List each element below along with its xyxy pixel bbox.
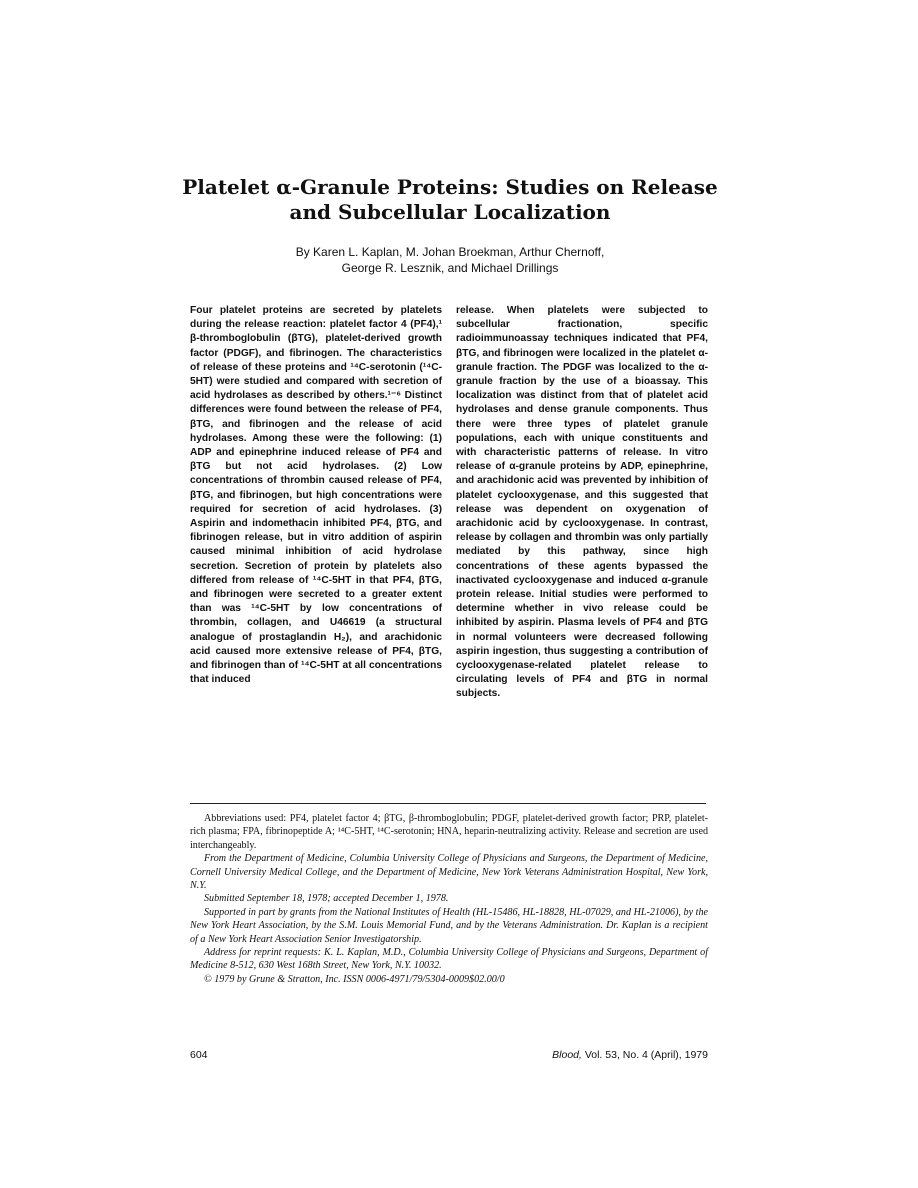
title-line-2: and Subcellular Localization: [289, 200, 611, 224]
journal-citation: [552, 1049, 708, 1061]
authors-line-1: By Karen L. Kaplan, M. Johan Broekman, Arthur Chernoff,: [295, 245, 605, 259]
footnote-reprints: Address for reprint requests: K. L. Kaplan, M.D., Columbia University College of Physicians and Surgeons, Department of Medicine 8-512, 630 West 168th Street, New York, N.Y. 10032.: [190, 947, 708, 972]
title-line-1: Platelet α-Granule Proteins: Studies on Release: [182, 175, 718, 199]
article-title: [150, 175, 750, 225]
footnote-affiliation: From the Department of Medicine, Columbia University College of Physicians and Surgeons, the Department of Medicine, Cornell University Medical College, and the Department of Medicine, New York Veterans Administration Hospital, New York, N.Y.: [190, 853, 708, 892]
journal-name: Blood,: [552, 1049, 582, 1061]
footnote-copyright: © 1979 by Grune & Stratton, Inc. ISSN 0006-4971/79/5304-0009$02.00/0: [204, 973, 505, 985]
footnotes: [190, 812, 708, 986]
footnote-abbreviations: Abbreviations used: PF4, platelet factor 4; βTG, β-thromboglobulin; PDGF, platelet-derived growth factor; PRP, platelet-rich plasma; FPA, fibrinopeptide A; ¹⁴C-5HT, ¹⁴C-serotonin; HNA, heparin-neutralizing activity. Release and secretion are used interchangeably.: [190, 813, 708, 851]
authors-line-2: George R. Lesznik, and Michael Drillings: [341, 261, 559, 275]
page-number: 604: [190, 1049, 208, 1061]
footnote-divider: [190, 803, 706, 804]
footnote-submitted: Submitted September 18, 1978; accepted December 1, 1978.: [204, 893, 449, 905]
abstract-right-column: release. When platelets were subjected to subcellular fractionation, specific radioimmunoassay techniques indicated that PF4, βTG, and fibrinogen were localized in the platelet α-granule fraction. The PDGF was localized to the α-granule fraction by the use of a bioassay. This localization was distinct from that of platelet acid hydrolases and dense granule components. Thus there were three types of platelet granule populations, each with unique constituents and with characteristic patterns of release. In vitro release of α-granule proteins by ADP, epinephrine, and arachidonic acid was prevented by inhibition of platelet cyclooxygenase, and this suggested that release was dependent on oxygenation of arachidonic acid by cyclooxygenase. In contrast, release by collagen and thrombin was only partially mediated by this pathway, since high concentrations of these agents bypassed the inactivated cyclooxygenase and induced α-granule protein release. Initial studies were performed to determine whether in vivo release could be inhibited by aspirin. Plasma levels of PF4 and βTG in normal volunteers were decreased following aspirin ingestion, thus suggesting a contribution of cyclooxygenase-related platelet release to circulating levels of PF4 and βTG in normal subjects.: [456, 305, 708, 700]
abstract-left-column: Four platelet proteins are secreted by platelets during the release reaction: platelet factor 4 (PF4),¹ β-thromboglobulin (βTG), platelet-derived growth factor (PDGF), and fibrinogen. The characteristics of release of these proteins and ¹⁴C-serotonin (¹⁴C-5HT) were studied and compared with secretion of acid hydrolases as described by others.¹⁻⁶ Distinct differences were found between the release of PF4, βTG, and fibrinogen and the release of acid hydrolases. Among these were the following: (1) ADP and epinephrine induced release of PF4 and βTG but not acid hydrolases. (2) Low concentrations of thrombin caused release of PF4, βTG, and fibrinogen, but high concentrations were required for secretion of acid hydrolases. (3) Aspirin and indomethacin inhibited PF4, βTG, and fibrinogen release, but in vitro addition of aspirin caused minimal inhibition of acid hydrolase secretion. Secretion of protein by platelets also differed from release of ¹⁴C-5HT in that PF4, βTG, and fibrinogen were secreted to a greater extent than was ¹⁴C-5HT by low concentrations of thrombin, collagen, and U46619 (a structural analogue of prostaglandin H₂), and arachidonic acid caused more extensive release of PF4, βTG, and fibrinogen than of ¹⁴C-5HT at all concentrations that induced: [190, 305, 442, 686]
author-list: [150, 244, 750, 276]
footnote-support: Supported in part by grants from the National Institutes of Health (HL-15486, HL-18828, HL-07029, and HL-21006), by the New York Heart Association, by the S.M. Louis Memorial Fund, and by the Veterans Administration. Dr. Kaplan is a recipient of a New York Heart Association Senior Investigatorship.: [190, 906, 708, 945]
journal-details: Vol. 53, No. 4 (April), 1979: [581, 1049, 708, 1061]
